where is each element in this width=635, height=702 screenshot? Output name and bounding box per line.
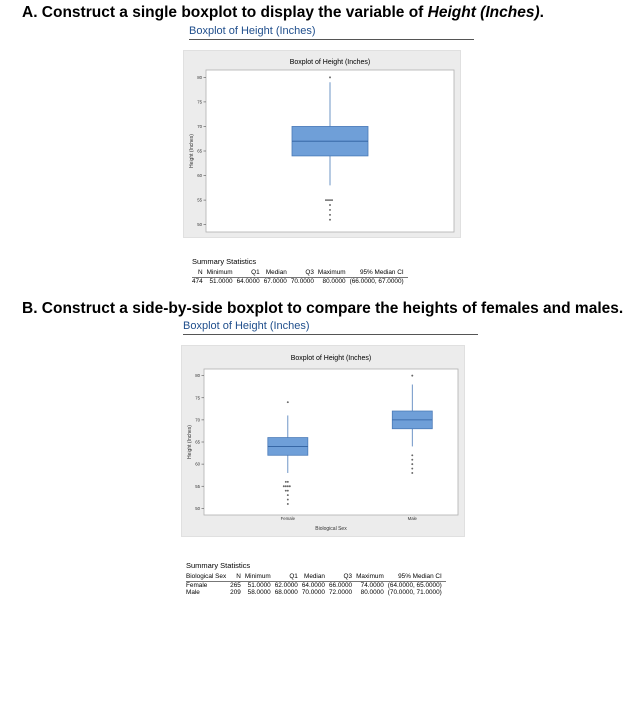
chart-b-outlier-point [287, 481, 289, 483]
chart-a-y-tick-label: 80 [197, 74, 202, 80]
chart-b-outlier-point [411, 468, 413, 470]
chart-a-outlier-point [329, 199, 331, 201]
chart-b-panel [181, 345, 465, 537]
chart-a-y-tick-label: 60 [197, 173, 202, 179]
summary-b-header: Minimum [245, 574, 275, 582]
section-a-title-prefix: A. Construct a single boxplot to display the variable of [22, 4, 428, 21]
summary-a-header: Q3 [291, 270, 318, 278]
summary-b-cell: (70.0000, 71.0000) [387, 589, 442, 597]
summary-a-header: Median [264, 270, 291, 278]
section-b-subtitle-rule [183, 334, 478, 335]
summary-b-cell: Male [186, 589, 200, 597]
section-a-title [22, 4, 544, 22]
chart-b-category-label: Male [407, 516, 417, 521]
summary-b-header: Maximum [356, 574, 388, 582]
chart-b-outlier-point [283, 485, 285, 487]
chart-a-outlier-point [329, 219, 331, 221]
summary-b-header: Q3 [329, 574, 356, 582]
chart-b-outlier-point [411, 463, 413, 465]
summary-a-header: 95% Median CI [350, 270, 408, 278]
chart-b-outlier-point [287, 490, 289, 492]
chart-b-plot-area [204, 369, 458, 515]
chart-b-y-tick-label: 75 [195, 395, 200, 401]
chart-b-y-tick-label: 60 [195, 461, 200, 467]
chart-b-outlier-point [411, 454, 413, 456]
chart-b-y-tick-label: 55 [195, 483, 200, 489]
summary-b-cell: Female [186, 581, 208, 589]
chart-b-outlier-point [287, 503, 289, 505]
table-row [192, 277, 408, 285]
chart-b-outlier-point [285, 485, 287, 487]
chart-b-y-tick-label: 80 [195, 373, 200, 379]
summary-a [192, 258, 408, 285]
summary-b-cell: 62.0000 [274, 581, 298, 589]
summary-a-table [192, 270, 408, 286]
section-a-subtitle: Boxplot of Height (Inches) [189, 25, 316, 37]
summary-b-header: Median [302, 574, 329, 582]
chart-a-y-tick-label: 75 [197, 99, 202, 105]
summary-a-cell: 474 [192, 277, 203, 285]
chart-b-outlier-point [411, 472, 413, 474]
chart-a-y-tick-label: 65 [197, 148, 202, 154]
chart-b-y-tick-label: 65 [195, 439, 200, 445]
chart-b-outlier-point [411, 375, 413, 377]
summary-a-header: Q1 [237, 270, 264, 278]
summary-b-title: Summary Statistics [186, 561, 251, 570]
summary-b [186, 562, 446, 597]
summary-a-cell: (66.0000, 67.0000) [349, 277, 404, 285]
chart-a-outlier-point [329, 76, 331, 78]
chart-a-y-tick-label: 50 [197, 222, 202, 228]
section-a-title-suffix: . [539, 4, 544, 21]
chart-b-outlier-point [411, 459, 413, 461]
summary-b-cell: 58.0000 [247, 589, 271, 597]
section-a-subtitle-rule [189, 39, 474, 40]
summary-a-cell: 80.0000 [322, 277, 346, 285]
summary-b-cell: 209 [230, 589, 241, 597]
chart-a-outlier-point [329, 204, 331, 206]
summary-b-cell: 80.0000 [360, 589, 384, 597]
table-row [186, 581, 446, 589]
section-b-title: B. Construct a side-by-side boxplot to compare the heights of females and males. [22, 300, 624, 317]
summary-b-cell: 66.0000 [328, 581, 353, 589]
summary-a-header: N [192, 270, 207, 278]
summary-a-cell: 64.0000 [236, 277, 260, 285]
chart-b-outlier-point [287, 494, 289, 496]
chart-b-chart-title: Boxplot of Height (Inches) [290, 355, 372, 362]
summary-b-cell: 68.0000 [274, 589, 298, 597]
chart-a-outlier-point [327, 199, 329, 201]
summary-b-header: Biological Sex [186, 574, 230, 582]
section-a-title-variable: Height (Inches) [427, 4, 540, 21]
chart-a-outlier-point [329, 209, 331, 211]
chart-b-svg [182, 346, 464, 536]
chart-b-y-tick-label: 50 [195, 505, 200, 511]
summary-b-cell: (64.0000, 65.0000) [387, 581, 442, 589]
summary-b-header: 95% Median CI [388, 574, 446, 582]
chart-a-y-axis-label: Height (Inches) [189, 134, 195, 168]
chart-b-category-label: Female [280, 516, 295, 521]
chart-b-y-tick-label: 70 [195, 417, 200, 423]
summary-a-cell: 67.0000 [263, 277, 287, 285]
chart-b-y-axis-label: Height (Inches) [187, 425, 193, 459]
summary-b-cell: 72.0000 [328, 589, 353, 597]
chart-b-outlier-point [287, 485, 289, 487]
chart-b-outlier-point [289, 485, 291, 487]
chart-a-outlier-point [325, 199, 327, 201]
chart-b-x-axis-label: Biological Sex [315, 526, 347, 532]
summary-a-cell: 70.0000 [290, 277, 314, 285]
chart-b-outlier-point [285, 481, 287, 483]
chart-a-panel [183, 50, 461, 238]
chart-b-outlier-point [285, 490, 287, 492]
summary-b-header: N [230, 574, 245, 582]
summary-b-cell: 51.0000 [247, 581, 271, 589]
table-row [186, 589, 446, 596]
summary-a-cell: 51.0000 [209, 277, 233, 285]
chart-a-y-tick-label: 55 [197, 197, 202, 203]
chart-a-outlier-point [329, 214, 331, 216]
summary-b-cell: 64.0000 [301, 581, 325, 589]
summary-b-cell: 74.0000 [360, 581, 384, 589]
summary-a-title: Summary Statistics [192, 257, 257, 266]
chart-b-outlier-point [287, 401, 289, 403]
summary-b-cell: 70.0000 [301, 589, 325, 597]
summary-a-header: Maximum [318, 270, 350, 278]
chart-a-outlier-point [331, 199, 333, 201]
summary-b-cell: 265 [230, 581, 241, 589]
chart-a-chart-title: Boxplot of Height (Inches) [289, 59, 371, 66]
chart-a-svg [184, 51, 460, 237]
chart-a-y-tick-label: 70 [197, 124, 202, 130]
summary-b-header: Q1 [275, 574, 302, 582]
summary-a-header: Minimum [207, 270, 237, 278]
section-b-subtitle: Boxplot of Height (Inches) [183, 320, 310, 332]
chart-b-outlier-point [287, 499, 289, 501]
summary-b-table [186, 574, 446, 597]
